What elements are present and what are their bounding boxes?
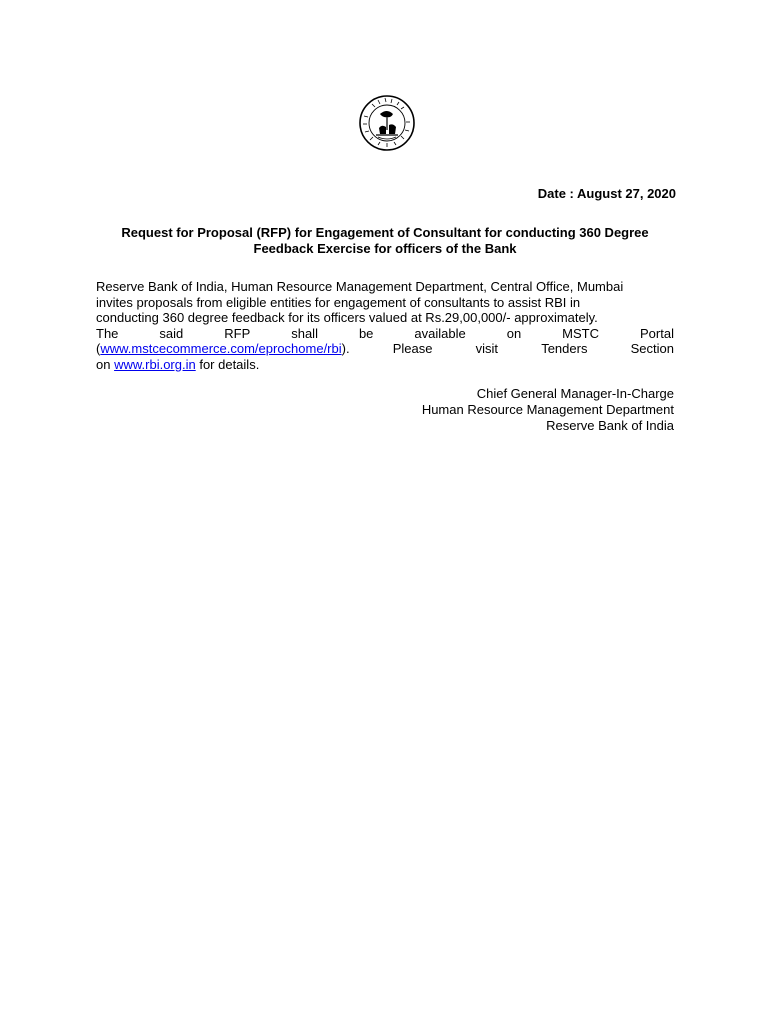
document-date: Date : August 27, 2020: [537, 186, 676, 201]
body-line-2: [96, 295, 674, 311]
rbi-website-link[interactable]: www.rbi.org.in: [114, 356, 196, 372]
body-line-6: [96, 357, 674, 373]
body-word: The: [96, 325, 119, 341]
body-word: on: [506, 325, 522, 341]
body-word: MSTC: [562, 325, 600, 341]
mstc-portal-link[interactable]: www.mstcecommerce.com/eprochome/rbi: [100, 341, 342, 356]
body-line-2-text: invites proposals from eligible entities for engagement of consultants to assist RBI in: [96, 294, 581, 310]
body-line-4: [96, 326, 674, 342]
body-line-6-suffix: for details.: [195, 356, 260, 372]
body-line-1: [96, 279, 674, 295]
body-word: visit: [475, 341, 499, 356]
body-line-5-link-group: [96, 341, 350, 357]
body-word: Section: [630, 341, 674, 356]
body-word: Portal: [640, 325, 674, 341]
body-line-5: [96, 341, 674, 357]
body-paragraph: [96, 279, 674, 372]
body-word: shall: [291, 325, 318, 341]
body-line-6-prefix: on: [96, 356, 115, 372]
signature-block: [422, 386, 674, 434]
body-line-3: [96, 310, 674, 326]
body-line-3-text: conducting 360 degree feedback for its officers valued at Rs.29,00,000/- approximately.: [96, 310, 598, 325]
signatory-designation: Chief General Manager-In-Charge: [476, 386, 674, 401]
body-word: be: [358, 325, 374, 341]
body-word: RFP: [224, 325, 251, 341]
rbi-seal-icon: [358, 94, 416, 152]
title-line-2: Feedback Exercise for officers of the Bank: [253, 241, 517, 256]
body-word: Tenders: [541, 341, 588, 356]
document-title: [94, 225, 676, 257]
body-word: available: [414, 325, 466, 341]
signatory-organization: Reserve Bank of India: [546, 418, 674, 433]
signatory-department: Human Resource Management Department: [421, 402, 674, 417]
body-line-1-text: Reserve Bank of India, Human Resource Management Department, Central Office, Mumbai: [96, 279, 624, 294]
body-paren-close: ).: [341, 341, 350, 356]
body-paren-open: (: [96, 341, 101, 356]
title-line-1: Request for Proposal (RFP) for Engagement of Consultant for conducting 360 Degree: [121, 225, 649, 240]
body-word: Please: [392, 341, 433, 356]
body-word: said: [159, 325, 184, 341]
